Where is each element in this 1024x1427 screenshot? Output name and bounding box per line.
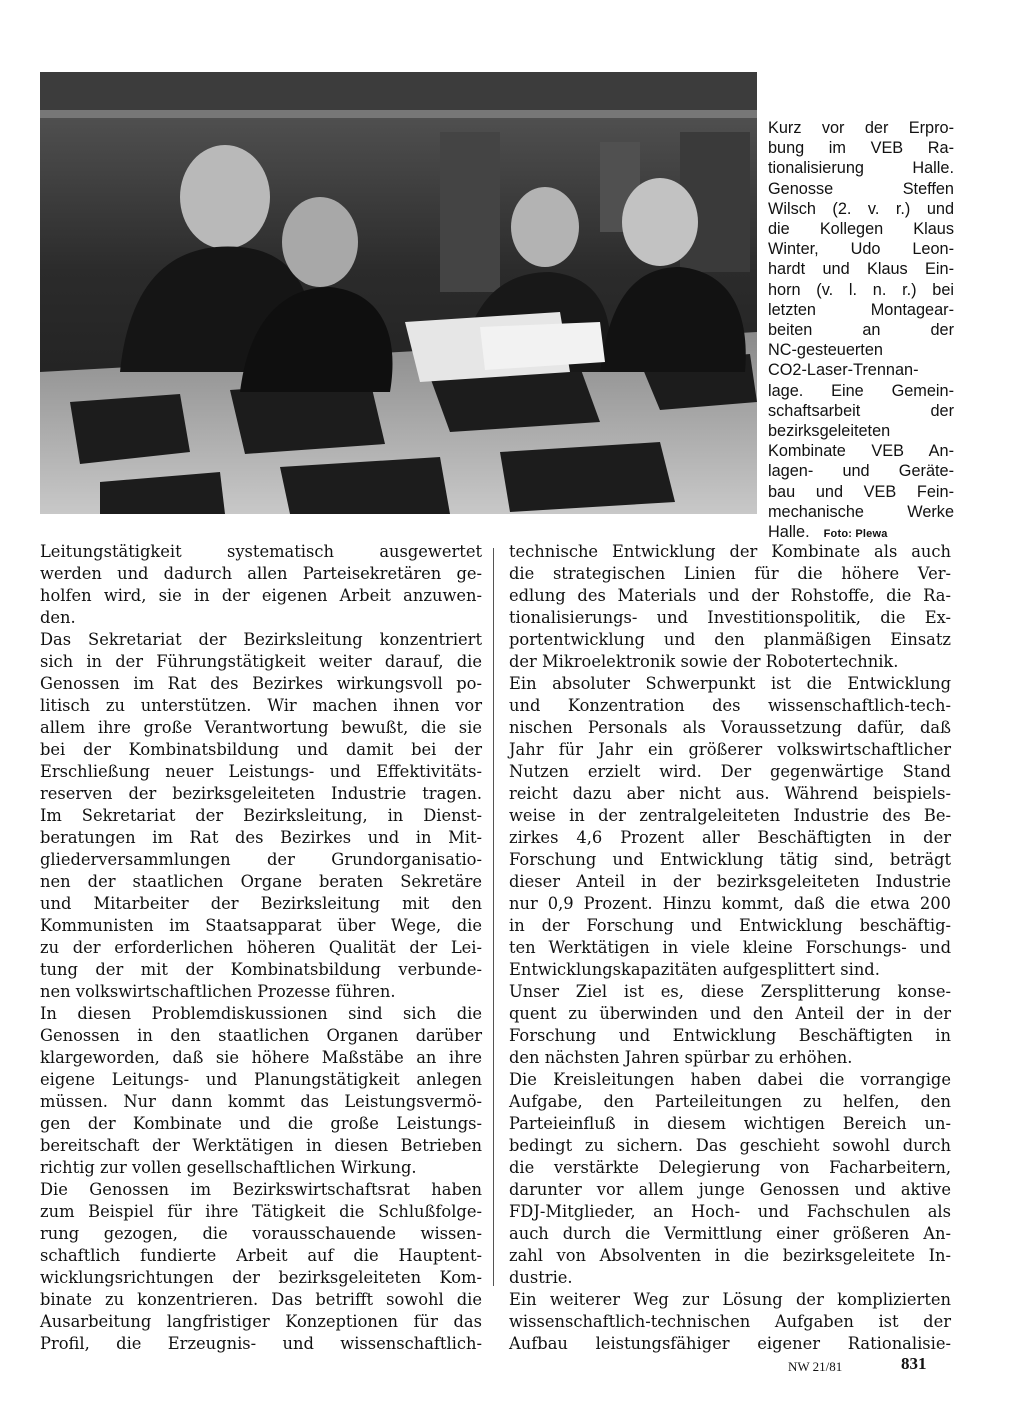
text-line: portentwicklung und den planmäßigen Einsatz (509, 630, 951, 649)
text-line: Entwicklungskapazitäten aufgesplittert sind. (509, 960, 880, 979)
text-line: richtig zur vollen gesellschaftlichen Wirkung. (40, 1158, 417, 1177)
caption-line: Winter, Udo Leon- (768, 240, 954, 259)
text-line: tung der mit der Kombinatsbildung verbunde- (40, 960, 482, 979)
text-line: gen der Kombinate und die große Leistungs- (40, 1114, 482, 1133)
text-line: holfen wird, sie in der eigenen Arbeit anzuwen- (40, 586, 482, 605)
text-line: Ein absoluter Schwerpunkt ist die Entwicklung (509, 674, 951, 693)
text-line: auch durch die Vermittlung einer größeren An- (509, 1224, 951, 1243)
column-divider (493, 548, 494, 1286)
photo-credit: Foto: Plewa (823, 528, 888, 541)
text-line: Kommunisten im Staatsapparat über Wege, die (40, 916, 482, 935)
caption-line: die Kollegen Klaus (768, 220, 954, 239)
text-line: Nutzen erzielt wird. Der gegenwärtige Stand (509, 762, 951, 781)
caption-line: lage. Eine Gemein- (768, 381, 954, 400)
text-line: beratungen im Rat des Bezirkes und in Mit- (40, 828, 482, 847)
text-line: und Mitarbeiter der Bezirksleitung mit den (40, 894, 482, 913)
text-line: Ein weiterer Weg zur Lösung der komplizierten (509, 1290, 951, 1309)
text-line: der Mikroelektronik sowie der Robotertechnik. (509, 652, 899, 671)
text-line: technische Entwicklung der Kombinate als auch (509, 542, 951, 561)
text-line: klargeworden, daß sie höhere Maßstäbe an ihre (40, 1048, 482, 1067)
text-line: ten Werktätigen in viele kleine Forschungs- und (509, 938, 951, 957)
text-line: Aufgabe, den Parteileitungen zu helfen, den (509, 1092, 951, 1111)
text-line: Erschließung neuer Leistungs- und Effektivitäts- (40, 762, 482, 781)
text-line: reicht dazu aber nicht aus. Während beispiels- (509, 784, 951, 803)
text-line: wissenschaftlich-technischen Aufgaben ist der (509, 1312, 951, 1331)
right-text-column (509, 541, 951, 1355)
caption-line: schaftsarbeit der (768, 401, 954, 420)
magazine-issue: NW 21/81 (788, 1359, 843, 1374)
text-line: litisch zu unterstützen. Wir machen ihnen vor (40, 696, 482, 715)
text-line: zahl von Absolventen in die bezirksgeleitete In- (509, 1246, 951, 1265)
text-line: Im Sekretariat der Bezirksleitung, in Dienst- (40, 806, 482, 825)
caption-line: Kurz vor der Erpro- (768, 119, 954, 137)
caption-line: NC-gesteuerten (768, 341, 883, 360)
text-line: bereitschaft der Werktätigen in diesen Betrieben (40, 1136, 482, 1155)
caption-line: Wilsch (2. v. r.) und (768, 199, 954, 218)
text-line: den nächsten Jahren spürbar zu erhöhen. (509, 1048, 853, 1067)
text-line: edlung des Materials und der Rohstoffe, die Ra- (509, 586, 951, 605)
text-line: binate zu konzentrieren. Das betrifft sowohl die (40, 1290, 482, 1309)
text-line: bei der Kombinatsbildung und damit bei der (40, 740, 482, 759)
text-line: Die Kreisleitungen haben dabei die vorrangige (509, 1070, 951, 1089)
text-line: nischen Personals als Voraussetzung dafür, daß (509, 718, 951, 737)
text-line: Parteieinfluß in diesem wichtigen Bereich un- (509, 1114, 951, 1133)
text-line: Profil, die Erzeugnis- und wissenschaftlich- (40, 1334, 482, 1353)
text-line: nur 0,9 Prozent. Hinzu kommt, daß die etwa 200 (509, 894, 951, 913)
text-line: Unser Ziel ist es, diese Zersplitterung konse- (509, 982, 951, 1001)
page-number: 831 (901, 1354, 927, 1373)
caption-line: horn (v. l. n. r.) bei (768, 280, 954, 299)
text-line: zum Beispiel für ihre Tätigkeit die Schlußfolge- (40, 1202, 482, 1221)
caption-line: beiten an der (768, 321, 954, 340)
caption-line: tionalisierung Halle. (768, 159, 954, 178)
caption-line: letzten Montagear- (768, 300, 954, 319)
text-line: die verstärkte Delegierung von Facharbeitern, (509, 1158, 951, 1177)
text-line: rung gezogen, die vorausschauende wissen- (40, 1224, 482, 1243)
caption-line: lagen- und Geräte- (768, 462, 954, 481)
text-line: Genossen in den staatlichen Organen darüber (40, 1026, 482, 1045)
caption-line: bau und VEB Fein- (768, 482, 954, 501)
photo-caption (768, 118, 954, 544)
text-line: dieser Anteil in der bezirksgeleiteten Industrie (509, 872, 951, 891)
text-line: schaftlich fundierte Arbeit auf die Hauptent- (40, 1246, 482, 1265)
text-line: darunter vor allem junge Genossen und aktive (509, 1180, 951, 1199)
article-photo (40, 72, 757, 514)
caption-line: Kombinate VEB An- (768, 442, 954, 461)
caption-line: Halle. (768, 523, 810, 542)
text-line: reserven der bezirksgeleiteten Industrie tragen. (40, 784, 482, 803)
text-line: In diesen Problemdiskussionen sind sich die (40, 1004, 482, 1023)
text-line: werden und dadurch allen Parteisekretären ge- (40, 564, 482, 583)
text-line: müssen. Nur dann kommt das Leistungsvermö- (40, 1092, 482, 1111)
text-line: Forschung und Entwicklung tätig sind, beträgt (509, 850, 951, 869)
text-line: und Konzentration des wissenschaftlich-tech- (509, 696, 951, 715)
text-line: FDJ-Mitglieder, an Hoch- und Fachschulen als (509, 1202, 951, 1221)
text-line: tionalisierungs- und Investitionspolitik, die Ex- (509, 608, 951, 627)
text-line: Forschung und Entwicklung Beschäftigten in (509, 1026, 951, 1045)
text-line: Aufbau leistungsfähiger eigener Rationalisie- (509, 1334, 951, 1353)
text-line: weise in der zentralgeleiteten Industrie des Be- (509, 806, 951, 825)
text-line: wicklungsrichtungen der bezirksgeleiteten Kom- (40, 1268, 482, 1287)
caption-line: bezirksgeleiteten (768, 422, 891, 441)
text-line: nen volkswirtschaftlichen Prozesse führen. (40, 982, 396, 1001)
photo-icon (40, 72, 757, 514)
text-line: den. (40, 608, 76, 627)
text-line: Genossen im Rat des Bezirkes wirkungsvoll po- (40, 674, 482, 693)
text-line: in der Forschung und Entwicklung beschäftig- (509, 916, 951, 935)
text-line: sich in der Führungstätigkeit weiter darauf, die (40, 652, 482, 671)
text-line: Die Genossen im Bezirkswirtschaftsrat haben (40, 1180, 482, 1199)
text-line: nen der staatlichen Organe beraten Sekretäre (40, 872, 482, 891)
caption-line: hardt und Klaus Ein- (768, 260, 954, 279)
text-line: Jahr für Jahr ein größerer volkswirtschaftlicher (509, 740, 951, 759)
text-line: quent zu überwinden und den Anteil der in der (509, 1004, 951, 1023)
text-line: die strategischen Linien für die höhere Ver- (509, 564, 951, 583)
text-line: dustrie. (509, 1268, 573, 1287)
caption-line: Genosse Steffen (768, 179, 954, 198)
text-line: zu der erforderlichen höheren Qualität der Lei- (40, 938, 482, 957)
text-line: eigene Leitungs- und Planungstätigkeit anlegen (40, 1070, 482, 1089)
text-line: bedingt zu sichern. Das geschieht sowohl durch (509, 1136, 951, 1155)
text-line: gliederversammlungen der Grundorganisatio- (40, 850, 482, 869)
caption-line: bung im VEB Ra- (768, 139, 954, 158)
text-line: zirkes 4,6 Prozent aller Beschäftigten in der (509, 828, 951, 847)
text-line: Ausarbeitung langfristiger Konzeptionen für das (40, 1312, 482, 1331)
caption-line: mechanische Werke (768, 502, 954, 521)
left-text-column (40, 541, 482, 1355)
text-line: Das Sekretariat der Bezirksleitung konzentriert (40, 630, 482, 649)
text-line: allem ihre große Verantwortung bewußt, die sie (40, 718, 482, 737)
text-line: Leitungstätigkeit systematisch ausgewertet (40, 542, 482, 561)
caption-line: CO2-Laser-Trennan- (768, 361, 919, 380)
